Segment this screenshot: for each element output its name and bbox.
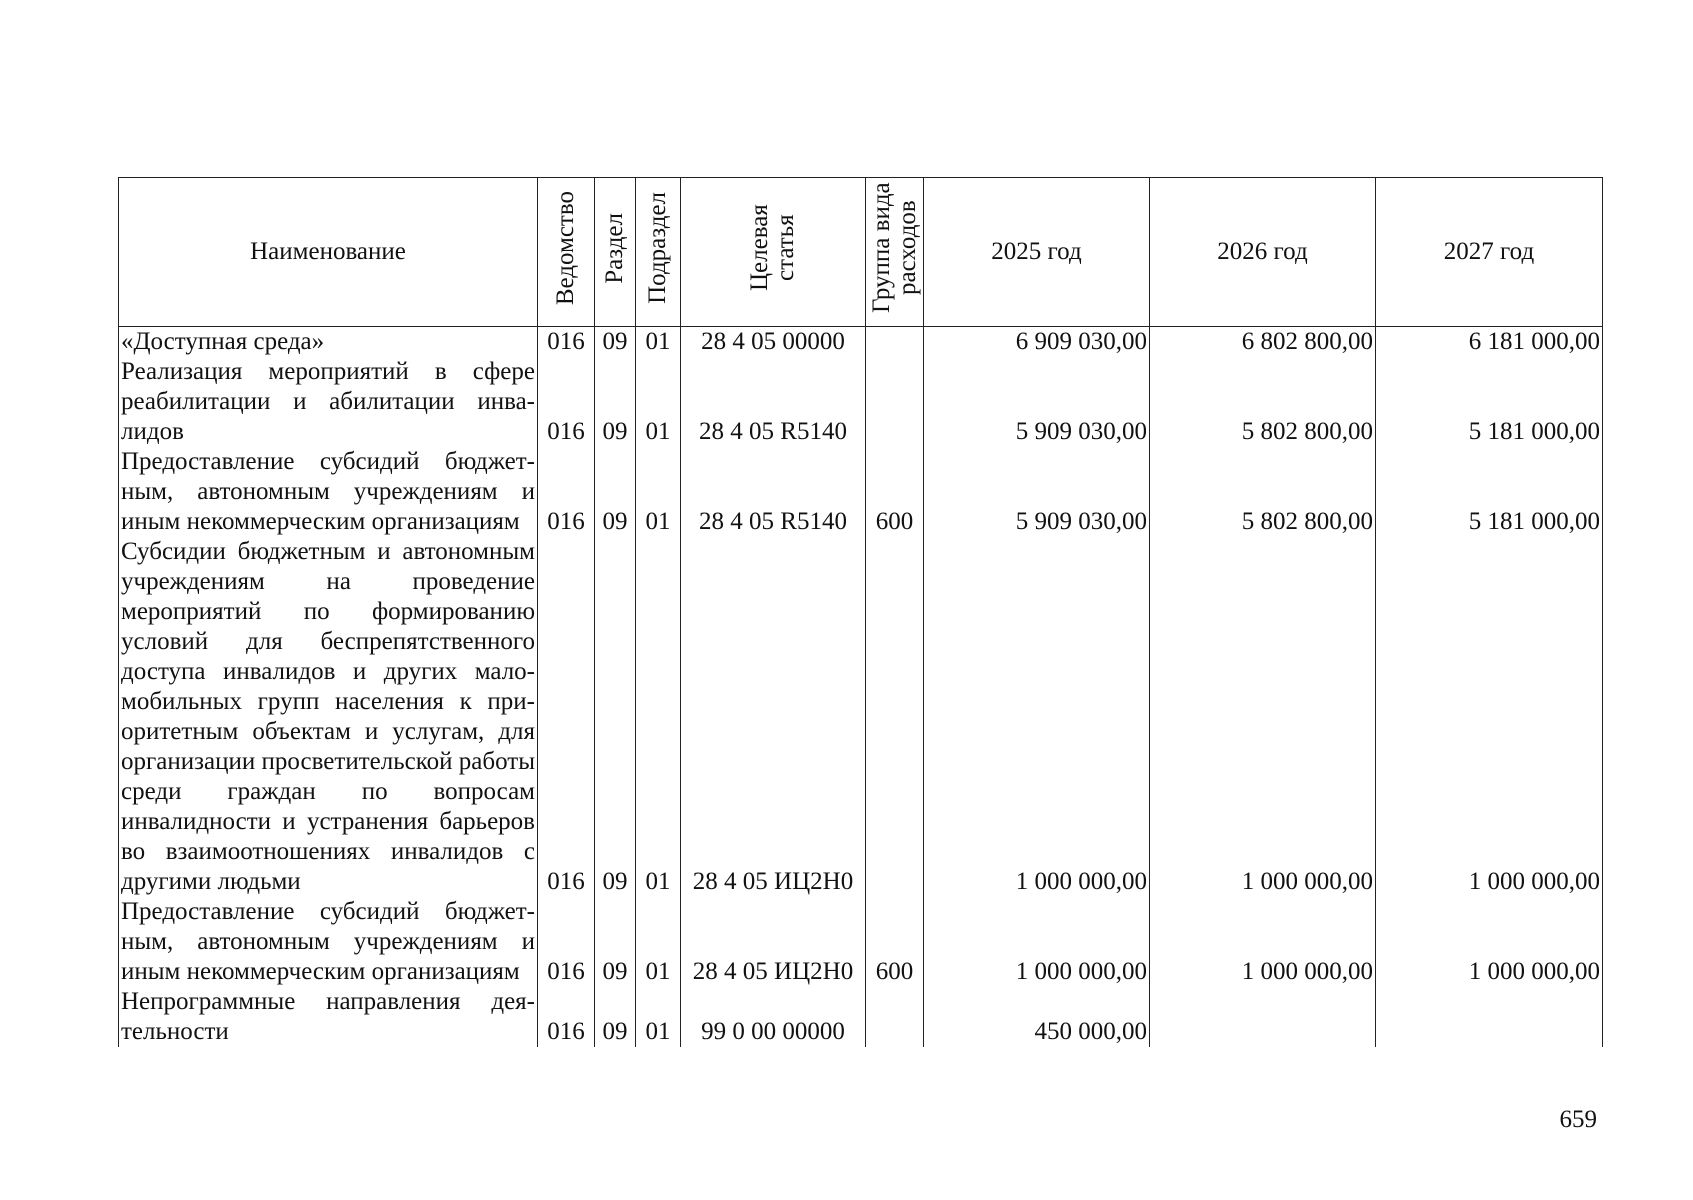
cell-subsection: 01 [636,987,681,1047]
cell-target-article: 28 4 05 00000 [681,327,866,358]
cell-year-2025: 5 909 030,00 [924,447,1150,537]
cell-year-2027: 5 181 000,00 [1376,357,1603,447]
cell-year-2026: 1 000 000,00 [1150,537,1376,897]
cell-section: 09 [595,357,636,447]
cell-target-article: 28 4 05 R5140 [681,357,866,447]
table-row [119,897,1603,987]
cell-year-2027: 6 181 000,00 [1376,327,1603,358]
cell-subsection: 01 [636,447,681,537]
cell-year-2026: 1 000 000,00 [1150,897,1376,987]
cell-department: 016 [538,987,595,1047]
header-department [538,178,595,327]
table-row [119,357,1603,447]
cell-target-article: 28 4 05 ИЦ2Н0 [681,897,866,987]
header-target-article [681,178,866,327]
cell-year-2026 [1150,987,1376,1047]
header-expense-group-label: Группа вида расходов [867,182,921,314]
cell-expense-group [866,987,924,1047]
cell-year-2026: 6 802 800,00 [1150,327,1376,358]
header-department-label: Ведомство [552,190,579,306]
table-row [119,447,1603,537]
cell-section: 09 [595,987,636,1047]
cell-year-2026: 5 802 800,00 [1150,447,1376,537]
header-target-article-label: Целевая статья [746,204,799,292]
table-row [119,987,1603,1047]
cell-department: 016 [538,327,595,358]
cell-name: Субсидии бюджетным и автономным учреждениям на проведение мероприятий по формированию условий для беспрепятственного доступа инвалидов и других маломобильных групп населения к приоритетным объектам и услугам, для организации просветительской работы среди граждан по вопросам инвалидности и устранения барьеров во взаимоотношениях инвалидов с другими людьми [119,537,538,897]
page-number: 659 [1559,1106,1597,1133]
table-row [119,537,1603,897]
cell-year-2025: 1 000 000,00 [924,897,1150,987]
table-header-row [119,178,1603,327]
cell-department: 016 [538,537,595,897]
cell-year-2027 [1376,987,1603,1047]
cell-year-2027: 1 000 000,00 [1376,537,1603,897]
header-section-label: Раздел [601,212,628,284]
cell-target-article: 99 0 00 00000 [681,987,866,1047]
header-year-2027: 2027 год [1376,178,1603,327]
header-year-2025: 2025 год [924,178,1150,327]
cell-year-2025: 450 000,00 [924,987,1150,1047]
cell-subsection: 01 [636,897,681,987]
cell-expense-group: 600 [866,897,924,987]
cell-expense-group: 600 [866,447,924,537]
cell-year-2025: 1 000 000,00 [924,537,1150,897]
cell-year-2026: 5 802 800,00 [1150,357,1376,447]
header-section [595,178,636,327]
cell-department: 016 [538,447,595,537]
cell-name: Непрограммные направления деятельности [119,987,538,1047]
cell-section: 09 [595,447,636,537]
table-body [119,327,1603,1048]
cell-year-2027: 5 181 000,00 [1376,447,1603,537]
cell-name: «Доступная среда» [119,327,538,358]
cell-year-2027: 1 000 000,00 [1376,897,1603,987]
header-year-2026: 2026 год [1150,178,1376,327]
cell-name: Предоставление субсидий бюджетным, автономным учреждениям и иным некоммерческим организациям [119,897,538,987]
cell-subsection: 01 [636,357,681,447]
table-row [119,327,1603,358]
cell-year-2025: 6 909 030,00 [924,327,1150,358]
cell-expense-group [866,357,924,447]
header-expense-group [866,178,924,327]
cell-section: 09 [595,537,636,897]
header-name: Наименование [119,178,538,327]
cell-subsection: 01 [636,327,681,358]
cell-section: 09 [595,327,636,358]
cell-subsection: 01 [636,537,681,897]
cell-department: 016 [538,357,595,447]
header-subsection [636,178,681,327]
cell-target-article: 28 4 05 ИЦ2Н0 [681,537,866,897]
cell-section: 09 [595,897,636,987]
header-subsection-label: Подраздел [644,192,671,304]
cell-expense-group [866,537,924,897]
cell-expense-group [866,327,924,358]
cell-year-2025: 5 909 030,00 [924,357,1150,447]
cell-department: 016 [538,897,595,987]
cell-target-article: 28 4 05 R5140 [681,447,866,537]
cell-name: Реализация мероприятий в сфере реабилитации и абилитации инвалидов [119,357,538,447]
budget-table [118,177,1603,1047]
cell-name: Предоставление субсидий бюджетным, автономным учреждениям и иным некоммерческим организациям [119,447,538,537]
